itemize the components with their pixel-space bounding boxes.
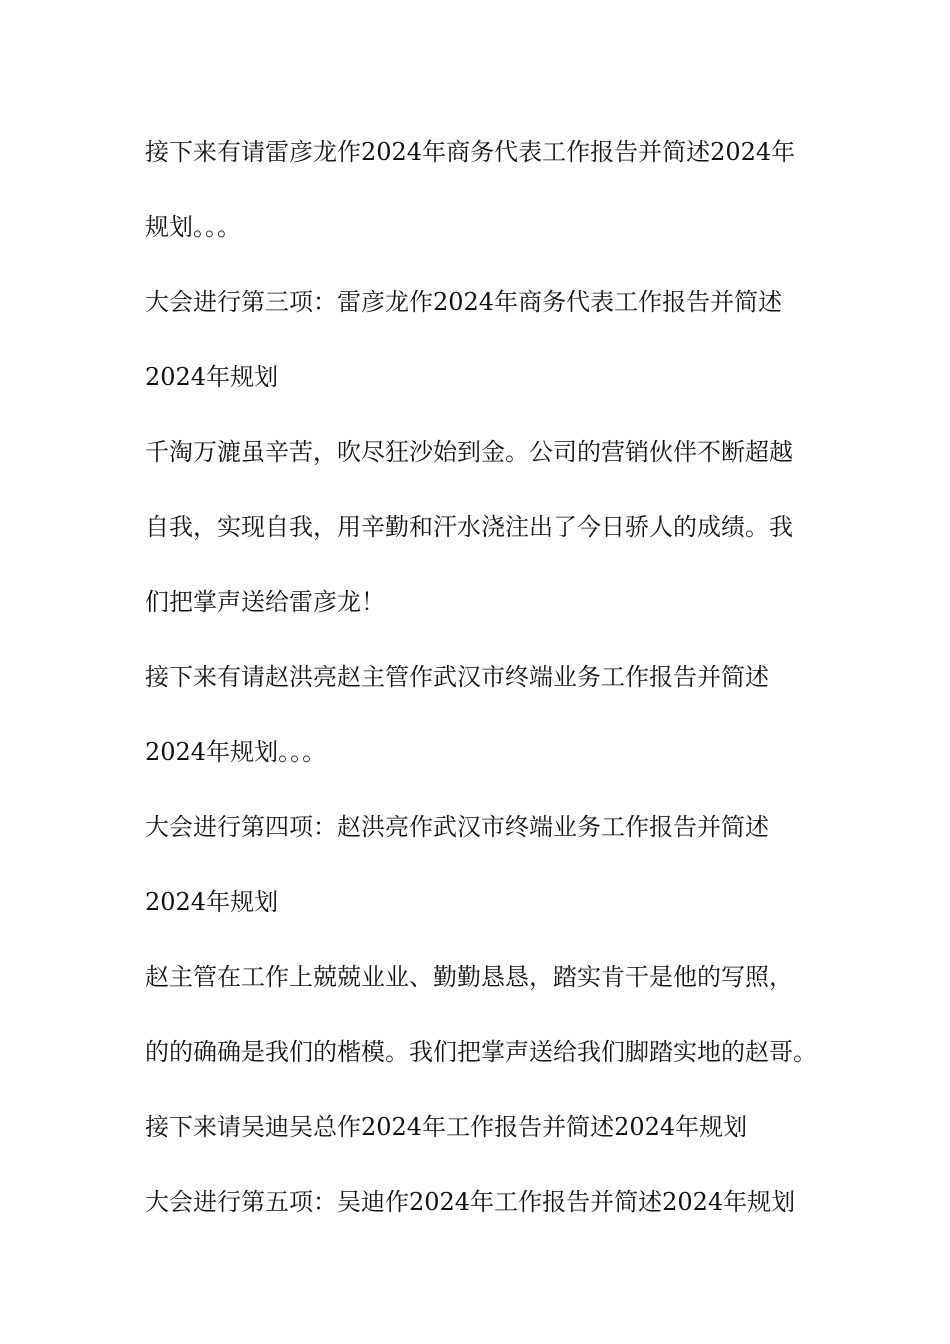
paragraph-line: 2024年规划 <box>145 363 279 391</box>
paragraph-line: 的的确确是我们的楷模。我们把掌声送给我们脚踏实地的赵哥。 <box>145 1038 817 1066</box>
paragraph-line: 赵主管在工作上兢兢业业、勤勤恳恳，踏实肯干是他的写照， <box>145 963 793 991</box>
paragraph-line: 大会进行第三项：雷彦龙作2024年商务代表工作报告并简述 <box>145 288 783 316</box>
paragraph-line: 2024年规划 <box>145 888 279 916</box>
paragraph-line: 们把掌声送给雷彦龙！ <box>145 588 385 616</box>
document-body <box>145 128 817 1253</box>
paragraph-line: 2024年规划。。。 <box>145 738 327 766</box>
paragraph-line: 自我，实现自我，用辛勤和汗水浇注出了今日骄人的成绩。我 <box>145 513 793 541</box>
paragraph-line: 接下来有请赵洪亮赵主管作武汉市终端业务工作报告并简述 <box>145 663 769 691</box>
paragraph-line: 千淘万漉虽辛苦，吹尽狂沙始到金。公司的营销伙伴不断超越 <box>145 438 793 466</box>
paragraph-line: 接下来请吴迪吴总作2024年工作报告并简述2024年规划 <box>145 1113 748 1141</box>
paragraph-line: 大会进行第五项：吴迪作2024年工作报告并简述2024年规划 <box>145 1188 796 1216</box>
paragraph-line: 规划。。。 <box>145 213 241 241</box>
paragraph-line: 接下来有请雷彦龙作2024年商务代表工作报告并简述2024年 <box>145 138 796 166</box>
paragraph-line: 大会进行第四项：赵洪亮作武汉市终端业务工作报告并简述 <box>145 813 769 841</box>
